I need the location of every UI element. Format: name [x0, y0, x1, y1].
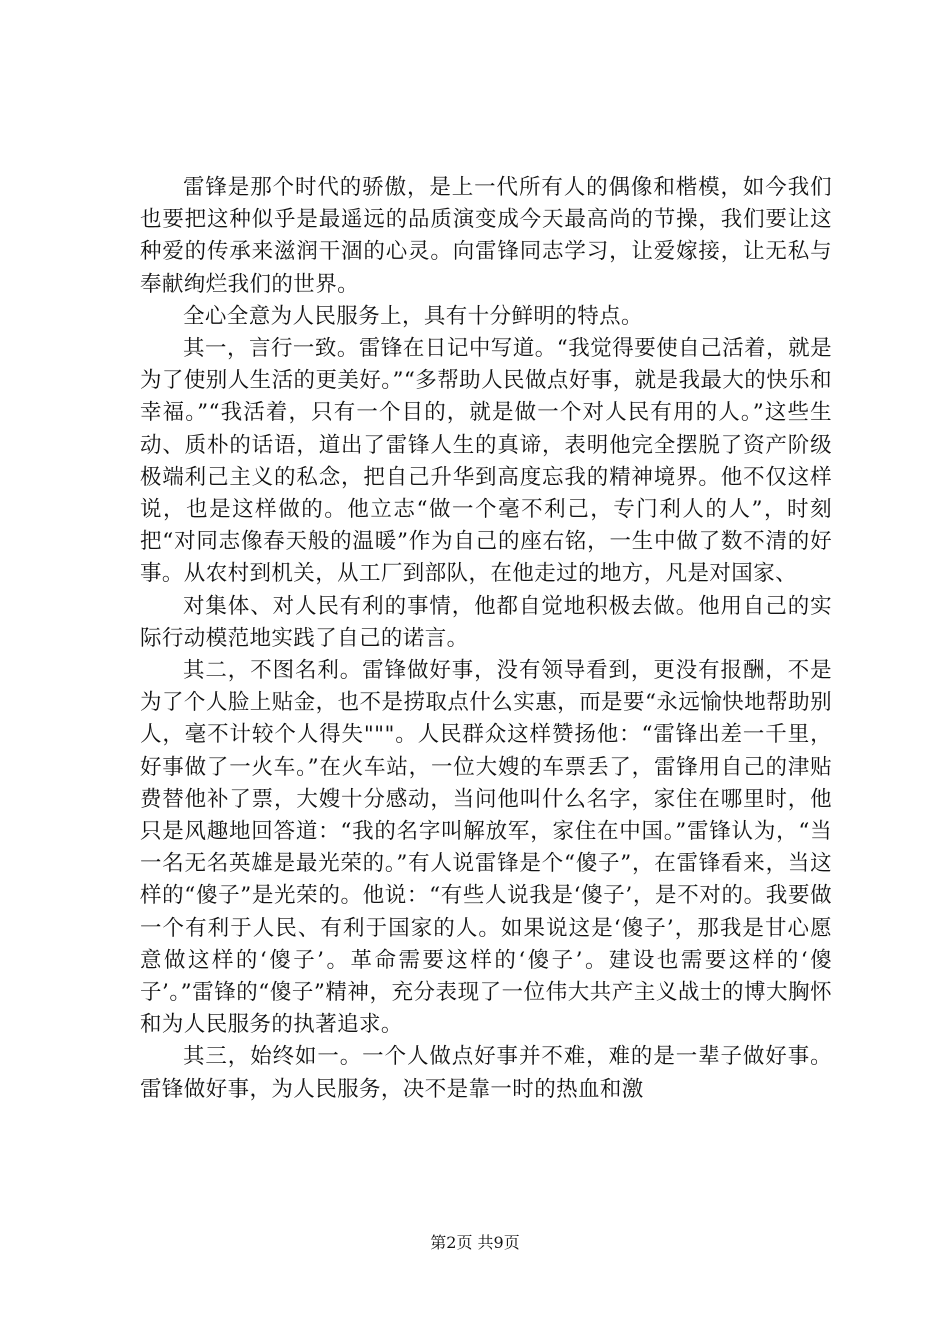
document-body	[140, 172, 832, 1106]
page-number-label: 第2页 共9页	[430, 1233, 520, 1252]
page-footer	[0, 1232, 950, 1254]
paragraph-4: 对集体、对人民有利的事情，他都自觉地积极去做。他用自己的实际行动模范地实践了自己的诺言。	[140, 593, 832, 651]
paragraph-1: 雷锋是那个时代的骄傲，是上一代所有人的偶像和楷模，如今我们也要把这种似乎是最遥远的品质演变成今天最高尚的节操，我们要让这种爱的传承来滋润干涸的心灵。向雷锋同志学习，让爱嫁接，让无私与奉献绚烂我们的世界。	[140, 175, 832, 297]
paragraph-2: 全心全意为人民服务上，具有十分鲜明的特点。	[183, 303, 643, 329]
paragraph-6: 其三，始终如一。一个人做点好事并不难，难的是一辈子做好事。雷锋做好事，为人民服务，决不是靠一时的热血和激	[140, 1044, 832, 1102]
paragraph-5: 其二，不图名利。雷锋做好事，没有领导看到，更没有报酬，不是为了个人脸上贴金，也不是捞取点什么实惠，而是要“永远愉快地帮助别人，毫不计较个人得失"""。人民群众这样赞扬他：“雷锋出差一千里，好事做了一火车。”在火车站，一位大嫂的车票丢了，雷锋用自己的津贴费替他补了票，大嫂十分感动，当问他叫什么名字，家住在哪里时，他只是风趣地回答道：“我的名字叫解放军，家住在中国。”雷锋认为，“当一名无名英雄是最光荣的。”有人说雷锋是个“傻子”，在雷锋看来，当这样的“傻子”是光荣的。他说：“有些人说我是‘傻子’，是不对的。我要做一个有利于人民、有利于国家的人。如果说这是‘傻子’，那我是甘心愿意做这样的‘傻子’。革命需要这样的‘傻子’。建设也需要这样的‘傻子’。”雷锋的“傻子”精神，充分表现了一位伟大共产主义战士的博大胸怀和为人民服务的执著追求。	[140, 658, 832, 1038]
paragraph-3: 其一，言行一致。雷锋在日记中写道。“我觉得要使自己活着，就是为了使别人生活的更美好。”“多帮助人民做点好事，就是我最大的快乐和幸福。”“我活着，只有一个目的，就是做一个对人民有用的人。”这些生动、质朴的话语，道出了雷锋人生的真谛，表明他完全摆脱了资产阶级极端利己主义的私念，把自己升华到高度忘我的精神境界。他不仅这样说，也是这样做的。他立志“做一个毫不利己，专门利人的人”，时刻把“对同志像春天般的温暖”作为自己的座右铭，一生中做了数不清的好事。从农村到机关，从工厂到部队，在他走过的地方，凡是对国家、	[140, 336, 832, 587]
